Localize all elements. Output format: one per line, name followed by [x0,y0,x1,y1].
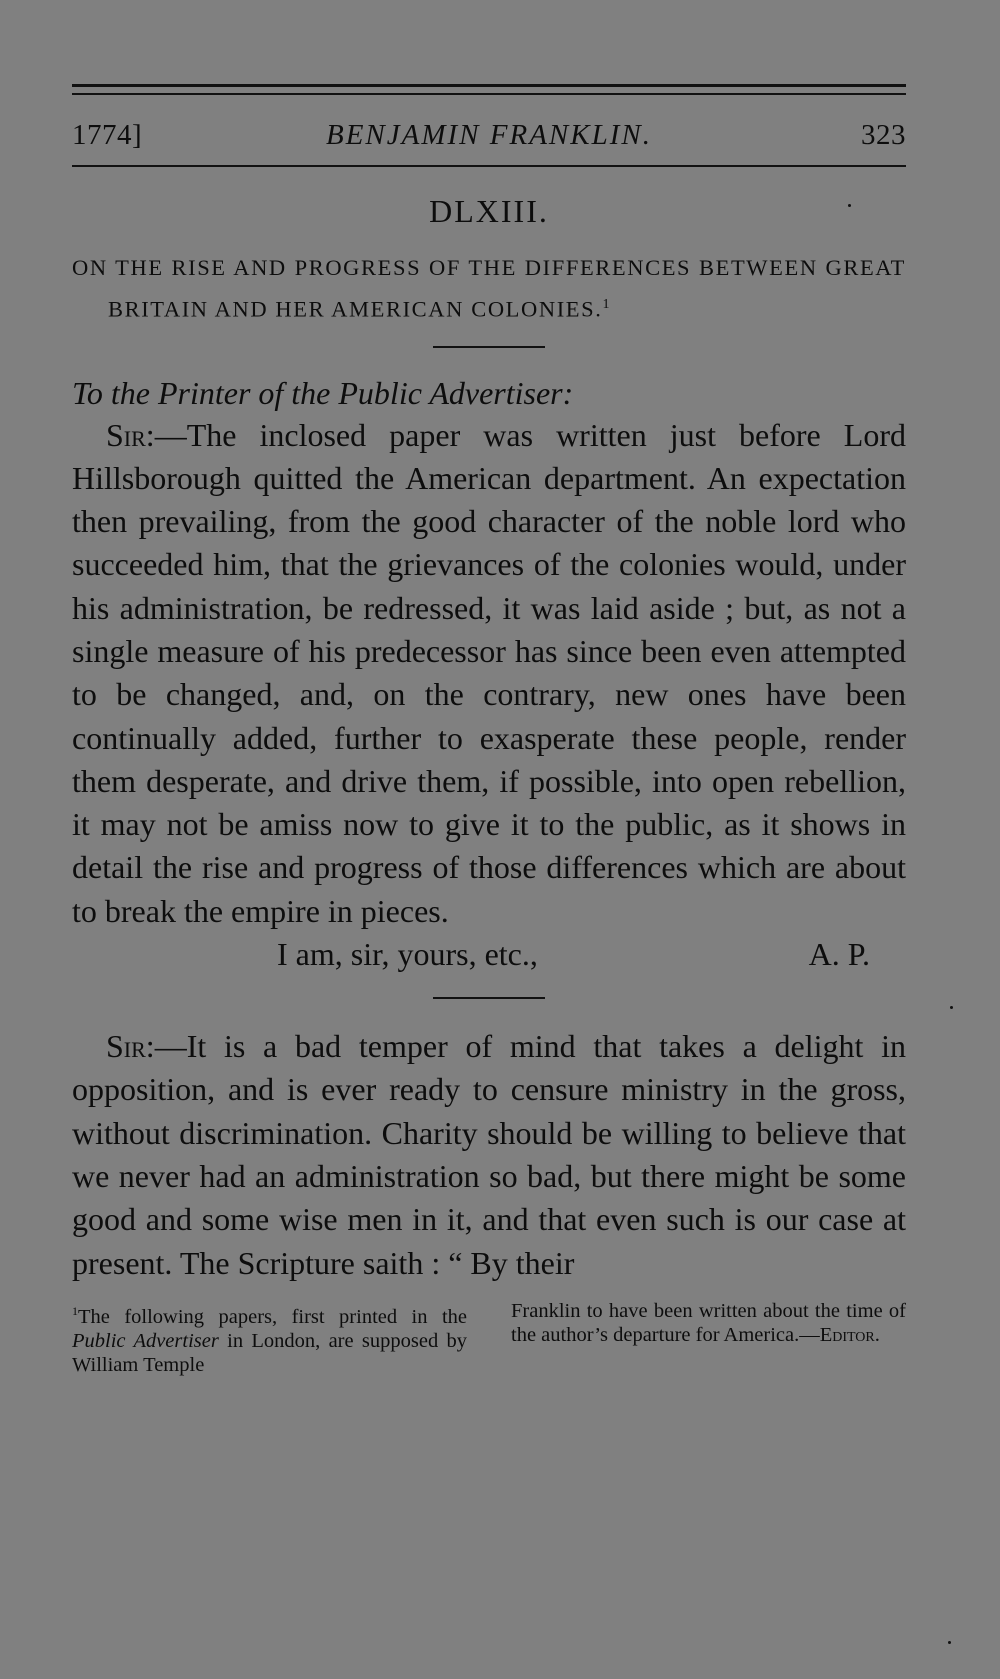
footnote-text-3: Franklin to have been written about the time of the author’s departure for America.— [511,1299,906,1346]
print-speck [848,204,851,207]
footnote-editor: Editor. [819,1323,880,1346]
essay-paragraph [72,1025,906,1285]
signoff-text: I am, sir, yours, etc., [277,936,538,973]
paragraph-lead: Sir [106,416,146,453]
footnote-reference[interactable]: 1 [602,297,610,312]
print-speck [950,1006,953,1009]
running-head [72,107,906,163]
book-page [72,84,906,1377]
document-number: DLXIII. [429,193,549,229]
running-head-title: BENJAMIN FRANKLIN. [326,119,652,151]
paragraph-lead: Sir [106,1028,146,1065]
footnote-text-2: in London, are supposed by William Temple [72,1329,467,1376]
letter-salutation: To the Printer of the Public Advertiser: [72,374,574,411]
footnote-column-1 [72,1299,467,1377]
signoff-initials: A. P. [808,936,870,973]
section-divider [433,346,545,348]
document-heading-text: ON THE RISE AND PROGRESS OF THE DIFFERENCES BETWEEN GREAT BRITAIN AND HER AMERICAN COLONIES. [72,255,906,322]
paragraph-text: :—The inclosed paper was written just before Lord Hillsborough quitted the American department. An expectation then prevailing, from the good character of the noble lord who succeeded him, that the grievances of the colonies would, under his administration, be redressed, it was laid aside ; but, as not a single measure of his predecessor has since been even attempted to be changed, and, on the contrary, new ones have been continually added, further to exasperate these people, render them desperate, and drive them, if possible, into open rebellion, it may not be amiss now to give it to the public, as it shows in detail the rise and progress of those differences which are about to break the empire in pieces. [72,416,906,929]
header-rule [72,165,906,167]
footnote-column-2 [511,1299,906,1377]
page-number: 323 [861,119,906,151]
footnote-block [72,1299,906,1377]
document-heading [72,249,906,328]
footnote-text-1: The following papers, first printed in the [78,1305,467,1328]
letter-paragraph [72,414,906,934]
print-speck [948,1641,951,1644]
section-divider-2 [433,997,545,999]
paragraph-text: :—It is a bad temper of mind that takes a delight in opposition, and is ever ready to censure ministry in the gross, without discrimination. Charity should be willing to believe that we never had an administration so bad, but there might be some good and some wise men in it, and that even such is our case at present. The Scripture saith : “ By their [72,1028,906,1281]
header-double-rule [72,84,906,95]
footnote-marker: 1 [72,1303,78,1318]
running-head-year: 1774] [72,119,143,151]
footnote-italic: Public Advertiser [72,1329,219,1352]
letter-signoff [72,933,906,977]
